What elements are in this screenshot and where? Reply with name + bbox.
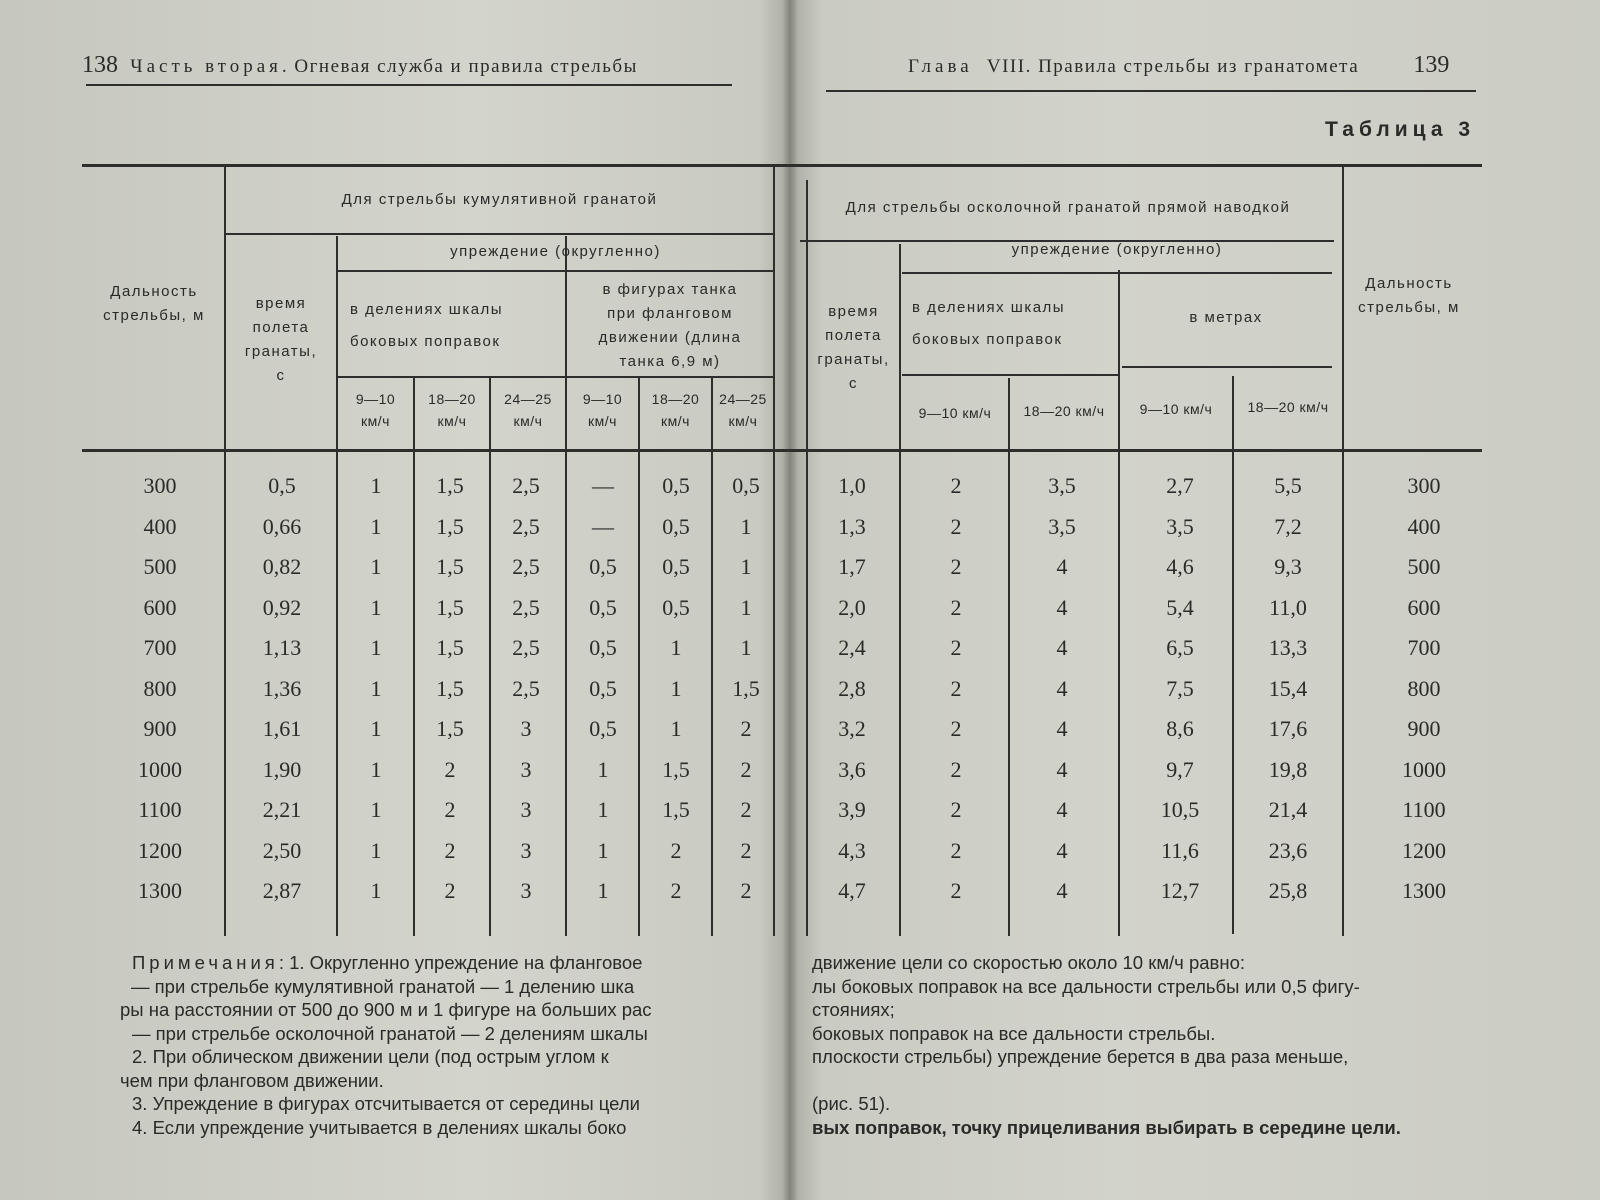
table-cell-c2: 1,5 <box>436 716 464 741</box>
table-cell-d1: 2 <box>950 797 962 822</box>
table-cell-f2: 2 <box>670 878 682 903</box>
table-cell-t_cum: 1,61 <box>262 716 302 741</box>
table-cell-t_cum: 2,21 <box>262 797 302 822</box>
header-line: боковых поправок <box>350 333 501 350</box>
header-line: время <box>255 295 307 312</box>
table-cell-c2: 2 <box>444 797 456 822</box>
table-cell-f1: 0,5 <box>589 716 617 741</box>
header-line: боковых поправок <box>912 331 1063 348</box>
table-cell-f2: 0,5 <box>662 473 690 498</box>
right-running-head <box>908 52 1449 79</box>
table-cell-range: 300 <box>143 473 177 498</box>
table-cell-f3: 1 <box>740 554 752 579</box>
table-cell-m2: 17,6 <box>1268 716 1308 741</box>
notes-line: — при стрельбе осколочной гранатой — 2 делениям шкалы <box>132 1022 648 1044</box>
speed-header: 24—25 км/ч <box>719 391 767 429</box>
table-cell-t_frag: 1,0 <box>838 473 866 498</box>
header-line: при фланговом <box>607 305 733 322</box>
table-cell-d2: 4 <box>1056 675 1068 701</box>
table-cell-t_frag: 1,3 <box>838 513 866 539</box>
table-cell-f2: 0,5 <box>662 594 690 620</box>
table-cell-c1: 1 <box>370 716 382 741</box>
speed-header: 9—10 км/ч <box>355 391 396 429</box>
table-cell-t_cum: 2,50 <box>262 837 302 863</box>
table-cell-c3: 3 <box>520 756 532 782</box>
table-cell-range_r: 1300 <box>1402 878 1446 903</box>
header-line: Дальность <box>110 283 198 300</box>
left-running-head-part: Часть вторая <box>130 56 282 77</box>
scale-divisions-header <box>340 294 565 358</box>
notes-line: движение цели со скоростью около 10 км/ч равно: <box>812 952 1246 973</box>
table-cell-c2: 1,5 <box>436 473 464 498</box>
table-cell-c1: 1 <box>370 878 382 903</box>
table-cell-m1: 4,6 <box>1166 554 1194 579</box>
table-cell-t_frag: 1,7 <box>838 554 866 579</box>
table-cell-f3: 1,5 <box>732 675 760 701</box>
header-rule <box>902 272 1332 274</box>
table-cell-range: 400 <box>143 513 177 539</box>
table-cell-m2: 5,5 <box>1274 473 1302 498</box>
table-cell-t_frag: 4,3 <box>838 837 866 863</box>
table-cell-d2: 4 <box>1056 635 1068 660</box>
table-cell-f2: 1 <box>670 716 682 741</box>
table-cell-f3: 1 <box>740 513 752 539</box>
header-line: полета <box>252 319 310 336</box>
table-cell-d2: 3,5 <box>1048 513 1076 539</box>
table-cell-c2: 1,5 <box>436 594 464 620</box>
table-cell-t_frag: 4,7 <box>838 878 866 903</box>
table-cell-c1: 1 <box>370 675 382 701</box>
table-cell-f1: 1 <box>597 797 609 822</box>
table-cell-c1: 1 <box>370 554 382 579</box>
flight-time-header <box>226 292 336 388</box>
table-cell-d1: 2 <box>950 635 962 660</box>
table-cell-d1: 2 <box>950 473 962 498</box>
frag-flight-time-header <box>808 300 899 396</box>
table-cell-m1: 10,5 <box>1160 797 1200 822</box>
table-cell-range_r: 700 <box>1407 635 1441 660</box>
table-cell-c3: 2,5 <box>512 513 540 539</box>
notes-line <box>812 1069 1401 1093</box>
table-cell-range_r: 1100 <box>1402 797 1446 822</box>
col-divider <box>1232 376 1234 934</box>
notes-label: Примечания <box>132 952 279 973</box>
table-cell-f2: 2 <box>670 837 682 863</box>
table-cell-f2: 1 <box>670 635 682 660</box>
table-cell-t_cum: 1,36 <box>262 675 302 701</box>
table-cell-m1: 5,4 <box>1166 594 1194 620</box>
header-rule <box>338 270 773 272</box>
table-cell-d1: 2 <box>950 513 962 539</box>
table-cell-c3: 3 <box>520 837 532 863</box>
table-cell-c2: 1,5 <box>436 513 464 539</box>
tank-figures-header <box>567 278 773 374</box>
table-cell-range: 900 <box>143 716 177 741</box>
table-cell-c2: 1,5 <box>436 554 464 579</box>
table-cell-m2: 15,4 <box>1268 675 1308 701</box>
table-cell-t_frag: 2,0 <box>838 594 866 620</box>
notes-line: стояниях; <box>812 999 895 1020</box>
header-line: с <box>276 367 286 384</box>
table-cell-d2: 3,5 <box>1048 473 1076 498</box>
table-cell-range_r: 800 <box>1407 675 1441 701</box>
table-cell-d2: 4 <box>1056 756 1068 782</box>
table-cell-f1: 1 <box>597 837 609 863</box>
header-line: Дальность <box>1365 275 1453 292</box>
frag-scale-divisions-header <box>902 292 1118 356</box>
frag-lead-rounded-header: упреждение (округленно) <box>1011 241 1223 258</box>
table-cell-d2: 4 <box>1056 554 1068 579</box>
table-cell-d2: 4 <box>1056 594 1068 620</box>
header-rule <box>226 233 773 235</box>
notes-line: лы боковых поправок на все дальности стрельбы или 0,5 фигу- <box>812 975 1360 997</box>
table-cell-f3: 2 <box>740 878 752 903</box>
table-cell-t_cum: 1,90 <box>262 756 302 782</box>
table-cell-m2: 9,3 <box>1274 554 1302 579</box>
table-cell-f1: 1 <box>597 756 609 782</box>
table-cell-c2: 1,5 <box>436 675 464 701</box>
table-cell-d1: 2 <box>950 878 962 903</box>
left-head-rule <box>86 84 732 86</box>
table-cell-f1: 0,5 <box>589 594 617 620</box>
header-line: в делениях шкалы <box>912 299 1066 316</box>
right-running-head-chapter: Глава <box>908 56 973 77</box>
notes-line: плоскости стрельбы) упреждение берется в два раза меньше, <box>812 1046 1349 1067</box>
table-cell-range_r: 600 <box>1407 594 1441 620</box>
notes-line: ры на расстоянии от 500 до 900 м и 1 фигуре на больших рас <box>120 999 652 1020</box>
table-cell-range: 700 <box>143 635 177 660</box>
table-cell-f1: 0,5 <box>589 554 617 579</box>
table-cell-m2: 7,2 <box>1274 513 1302 539</box>
col-divider <box>806 180 808 936</box>
table-cell-range: 1200 <box>138 837 182 863</box>
table-cell-m2: 19,8 <box>1268 756 1308 782</box>
header-line: полета <box>825 327 882 344</box>
header-line: гранаты, <box>817 351 890 368</box>
table-cell-c1: 1 <box>370 594 382 620</box>
table-cell-c3: 2,5 <box>512 554 540 579</box>
table-cell-range: 600 <box>143 594 177 620</box>
right-page-number: 139 <box>1413 52 1450 78</box>
table-cell-c1: 1 <box>370 635 382 660</box>
table-cell-range_r: 900 <box>1407 716 1441 741</box>
table-cell-d2: 4 <box>1056 878 1068 903</box>
table-cell-c3: 2,5 <box>512 635 540 660</box>
table-cell-t_frag: 3,6 <box>838 756 866 782</box>
table-cell-range_r: 1000 <box>1402 756 1446 782</box>
header-rule <box>1122 366 1332 368</box>
cumulative-group-header: Для стрельбы кумулятивной гранатой <box>341 191 658 208</box>
table-cell-range: 1100 <box>138 797 182 822</box>
table-cell-f2: 1,5 <box>662 797 690 822</box>
col-divider <box>899 244 901 936</box>
header-line: движении (длина <box>598 329 742 346</box>
speed-header: 9—10 км/ч <box>918 405 992 421</box>
speed-header: 18—20 км/ч <box>1023 403 1105 419</box>
table-cell-t_frag: 3,9 <box>838 797 866 822</box>
table-cell-t_cum: 0,92 <box>262 594 302 620</box>
notes-line: (рис. 51). <box>812 1093 891 1114</box>
left-running-head-text: . Огневая служба и правила стрельбы <box>281 56 638 77</box>
notes-line <box>132 951 652 975</box>
notes-right <box>812 951 1401 1139</box>
table-cell-range_r: 1200 <box>1402 837 1446 863</box>
header-line: время <box>828 303 879 320</box>
table-cell-d2: 4 <box>1056 797 1068 822</box>
table-cell-d1: 2 <box>950 837 962 863</box>
table-cell-f1: 0,5 <box>589 675 617 701</box>
frag-meters-header: в метрах <box>1189 309 1263 326</box>
notes-line: боковых поправок на все дальности стрельбы. <box>812 1022 1216 1044</box>
table-cell-m1: 9,7 <box>1166 756 1194 782</box>
table-cell-c2: 2 <box>444 837 456 863</box>
table-cell-f1: — <box>592 513 614 539</box>
right-head-rule <box>826 90 1476 92</box>
table-cell-c3: 2,5 <box>512 473 540 498</box>
table-cell-range: 1300 <box>138 878 182 903</box>
table-cell-range: 800 <box>143 675 177 701</box>
notes-text: : 1. Округленно упреждение на фланговое <box>278 952 643 973</box>
speed-header: 9—10 км/ч <box>582 391 623 429</box>
table-cell-t_cum: 0,66 <box>262 513 302 539</box>
table-cell-c3: 3 <box>520 716 532 741</box>
table-cell-m2: 23,6 <box>1268 837 1308 863</box>
table-cell-t_frag: 2,8 <box>838 675 866 701</box>
header-line: гранаты, <box>244 343 318 360</box>
table-cell-t_cum: 0,82 <box>262 554 302 579</box>
lead-rounded-header: упреждение (округленно) <box>450 243 661 260</box>
header-rule <box>567 376 773 378</box>
table-cell-m1: 8,6 <box>1166 716 1194 741</box>
table-cell-c2: 2 <box>444 756 456 782</box>
table-cell-c1: 1 <box>370 756 382 782</box>
notes-line: — при стрельбе кумулятивной гранатой — 1 делению шка <box>131 975 635 997</box>
notes-line: 3. Упреждение в фигурах отсчитывается от середины цели <box>132 1093 640 1114</box>
table-cell-m2: 25,8 <box>1268 878 1308 903</box>
table-cell-c1: 1 <box>370 837 382 863</box>
table-cell-f2: 1 <box>670 675 682 701</box>
table-cell-f3: 0,5 <box>732 473 760 498</box>
col-divider <box>224 166 226 936</box>
table-cell-m1: 2,7 <box>1166 473 1194 498</box>
table-title: Таблица 3 <box>1325 118 1476 141</box>
header-line: с <box>849 375 858 392</box>
notes-line: чем при фланговом движении. <box>120 1069 384 1091</box>
table-cell-m1: 3,5 <box>1166 513 1194 539</box>
table-cell-m2: 13,3 <box>1268 635 1308 660</box>
table-top-rule <box>82 164 1482 167</box>
notes-left <box>120 951 652 1139</box>
speed-header: 9—10 км/ч <box>1139 401 1213 417</box>
col-divider <box>1118 270 1120 936</box>
table-cell-f2: 0,5 <box>662 554 690 579</box>
header-line: стрельбы, м <box>1358 299 1460 316</box>
table-cell-d1: 2 <box>950 554 962 579</box>
table-cell-d1: 2 <box>950 716 962 741</box>
table-cell-m1: 11,6 <box>1161 837 1199 863</box>
table-cell-t_cum: 2,87 <box>262 878 302 903</box>
table-cell-c3: 3 <box>520 797 532 822</box>
table-cell-range: 1000 <box>138 756 182 782</box>
notes-line: 4. Если упреждение учитывается в делениях шкалы боко <box>132 1116 627 1138</box>
table-cell-t_cum: 1,13 <box>262 635 302 660</box>
left-running-head <box>82 52 638 79</box>
range-column-header <box>86 280 222 328</box>
table-cell-m2: 21,4 <box>1268 797 1308 822</box>
left-page-number: 138 <box>82 52 118 78</box>
table-cell-c3: 3 <box>520 878 532 903</box>
table-cell-f1: 0,5 <box>589 635 617 660</box>
table-cell-f3: 1 <box>740 594 752 620</box>
header-line: стрельбы, м <box>103 307 205 324</box>
table-cell-m1: 6,5 <box>1166 635 1194 660</box>
table-cell-range_r: 400 <box>1407 513 1441 539</box>
table-cell-c2: 1,5 <box>436 635 464 660</box>
header-bottom-rule <box>82 449 1482 452</box>
table-cell-c1: 1 <box>370 473 382 498</box>
header-rule <box>902 374 1118 376</box>
range-right-column-header <box>1344 272 1474 320</box>
table-cell-range: 500 <box>143 554 177 579</box>
table-cell-m2: 11,0 <box>1269 594 1307 620</box>
speed-header: 18—20 км/ч <box>428 391 476 429</box>
header-line: танка 6,9 м) <box>619 353 721 370</box>
table-cell-f3: 2 <box>740 716 752 741</box>
table-cell-c1: 1 <box>370 797 382 822</box>
table-cell-f3: 2 <box>740 837 752 863</box>
table-cell-f3: 2 <box>740 756 752 782</box>
table-cell-f1: 1 <box>597 878 609 903</box>
speed-header: 24—25 км/ч <box>504 391 552 429</box>
table-cell-t_frag: 3,2 <box>838 716 866 741</box>
table-cell-t_cum: 0,5 <box>268 473 296 498</box>
table-cell-m1: 12,7 <box>1160 878 1200 903</box>
table-cell-d1: 2 <box>950 675 962 701</box>
table-cell-d2: 4 <box>1056 716 1068 741</box>
table-cell-c2: 2 <box>444 878 456 903</box>
table-cell-c1: 1 <box>370 513 382 539</box>
frag-group-header: Для стрельбы осколочной гранатой прямой наводкой <box>845 199 1291 216</box>
table-cell-f2: 0,5 <box>662 513 690 539</box>
speed-header: 18—20 км/ч <box>1247 399 1329 415</box>
notes-line: вых поправок, точку прицеливания выбирать в середине цели. <box>812 1116 1401 1138</box>
table-cell-d1: 2 <box>950 594 962 620</box>
table-cell-c3: 2,5 <box>512 675 540 701</box>
table-cell-range_r: 300 <box>1407 473 1441 498</box>
table-cell-t_frag: 2,4 <box>838 635 866 660</box>
header-rule <box>338 376 565 378</box>
table-cell-f1: — <box>592 473 614 498</box>
table-cell-d2: 4 <box>1056 837 1068 863</box>
table-cell-f2: 1,5 <box>662 756 690 782</box>
speed-header: 18—20 км/ч <box>651 391 700 429</box>
table-cell-range_r: 500 <box>1407 554 1441 579</box>
table-cell-c3: 2,5 <box>512 594 540 620</box>
header-line: в фигурах танка <box>602 281 738 298</box>
table-cell-f3: 1 <box>740 635 752 660</box>
right-running-head-text: VIII. Правила стрельбы из гранатомета <box>986 56 1360 77</box>
notes-line: 2. При облическом движении цели (под острым углом к <box>132 1046 609 1067</box>
header-line: в делениях шкалы <box>350 301 504 318</box>
col-divider <box>336 236 338 936</box>
table-cell-f3: 2 <box>740 797 752 822</box>
col-divider <box>1008 378 1010 936</box>
table-cell-d1: 2 <box>950 756 962 782</box>
table-cell-m1: 7,5 <box>1166 675 1194 701</box>
